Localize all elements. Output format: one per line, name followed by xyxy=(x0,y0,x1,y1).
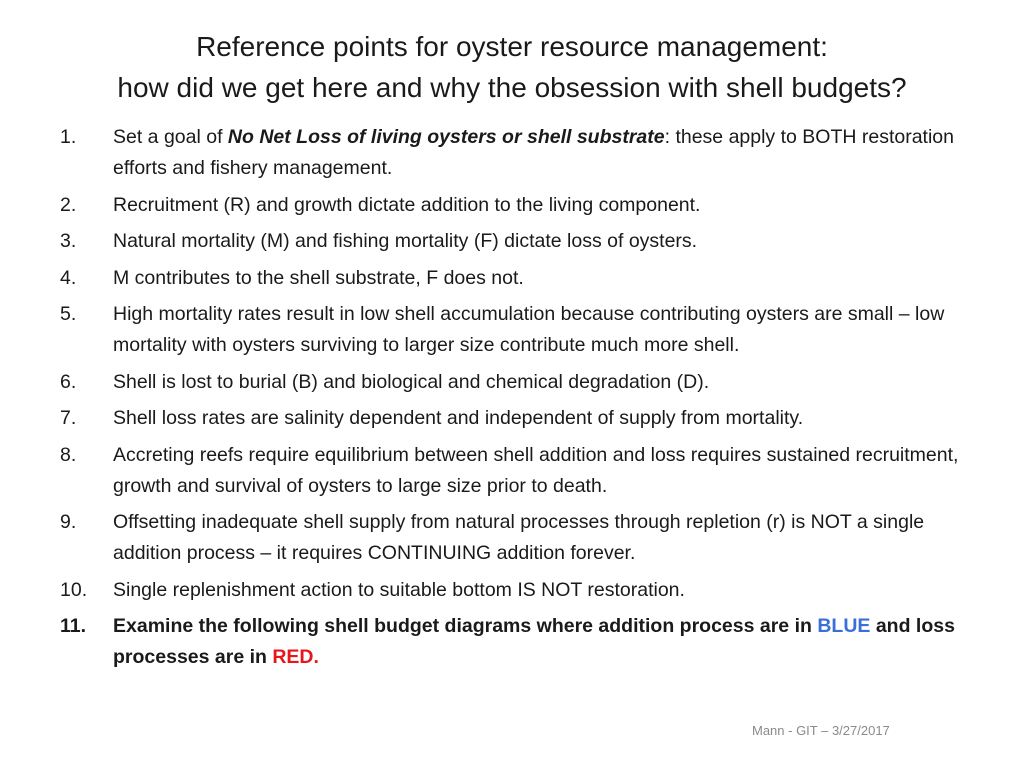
item-text xyxy=(113,611,975,673)
item-text: Shell loss rates are salinity dependent and independent of supply from mortality. xyxy=(113,407,804,429)
list-item-8 xyxy=(60,440,975,502)
slide-title xyxy=(40,26,984,108)
item-text: M contributes to the shell substrate, F does not. xyxy=(113,266,524,289)
list-item-5 xyxy=(60,299,975,361)
slide-title-line-2: how did we get here and why the obsession with shell budgets? xyxy=(117,72,907,103)
blue-label: BLUE xyxy=(817,615,871,637)
item-text-post: : these apply to BOTH restoration efforts and fishery management. xyxy=(113,126,954,179)
red-label: RED. xyxy=(272,646,319,668)
list-item-10 xyxy=(60,575,975,606)
item-number: 8. xyxy=(60,443,77,466)
item-text-mid: and loss processes are in xyxy=(113,615,955,668)
list-item-7 xyxy=(60,403,975,434)
item-number: 9. xyxy=(60,511,77,533)
list-item-11 xyxy=(60,611,975,673)
item-number: 4. xyxy=(60,266,77,289)
item-text: Natural mortality (M) and fishing mortality (F) dictate loss of oysters. xyxy=(113,230,698,252)
item-text: Single replenishment action to suitable bottom IS NOT restoration. xyxy=(113,578,685,601)
item-text: Offsetting inadequate shell supply from natural processes through repletion (r) is NOT a single addition process – it requires CONTINUING addition forever. xyxy=(113,511,925,564)
slide-title-line-1: Reference points for oyster resource management: xyxy=(196,31,828,62)
list-item-9 xyxy=(60,507,975,569)
item-text-emphasis: No Net Loss of living oysters or shell substrate xyxy=(227,126,665,148)
item-number: 2. xyxy=(60,193,77,216)
item-number: 1. xyxy=(60,126,77,148)
item-number: 10. xyxy=(60,578,88,601)
item-text-pre: Set a goal of xyxy=(113,126,228,148)
numbered-list xyxy=(60,122,975,679)
item-number: 5. xyxy=(60,303,77,325)
item-text: Accreting reefs require equilibrium between shell addition and loss requires sustained recruitment, growth and survival of oysters to large size prior to death. xyxy=(113,443,959,497)
item-text: High mortality rates result in low shell accumulation because contributing oysters are small – low mortality with oysters surviving to larger size contribute much more shell. xyxy=(113,303,945,356)
item-text: Recruitment (R) and growth dictate addition to the living component. xyxy=(113,193,701,216)
item-text-pre: Examine the following shell budget diagrams where addition process are in xyxy=(113,615,818,637)
footer-credit: Mann - GIT – 3/27/2017 xyxy=(752,723,890,738)
list-item-6 xyxy=(60,367,975,398)
item-text: Shell is lost to burial (B) and biological and chemical degradation (D). xyxy=(113,370,710,393)
item-number: 6. xyxy=(60,370,77,393)
item-number: 7. xyxy=(60,407,77,429)
item-text xyxy=(113,122,975,184)
item-number: 3. xyxy=(60,230,77,252)
item-number: 11. xyxy=(60,615,87,637)
list-item-1 xyxy=(60,122,975,184)
list-item-4 xyxy=(60,263,975,294)
list-item-3 xyxy=(60,226,975,257)
list-item-2 xyxy=(60,190,975,221)
